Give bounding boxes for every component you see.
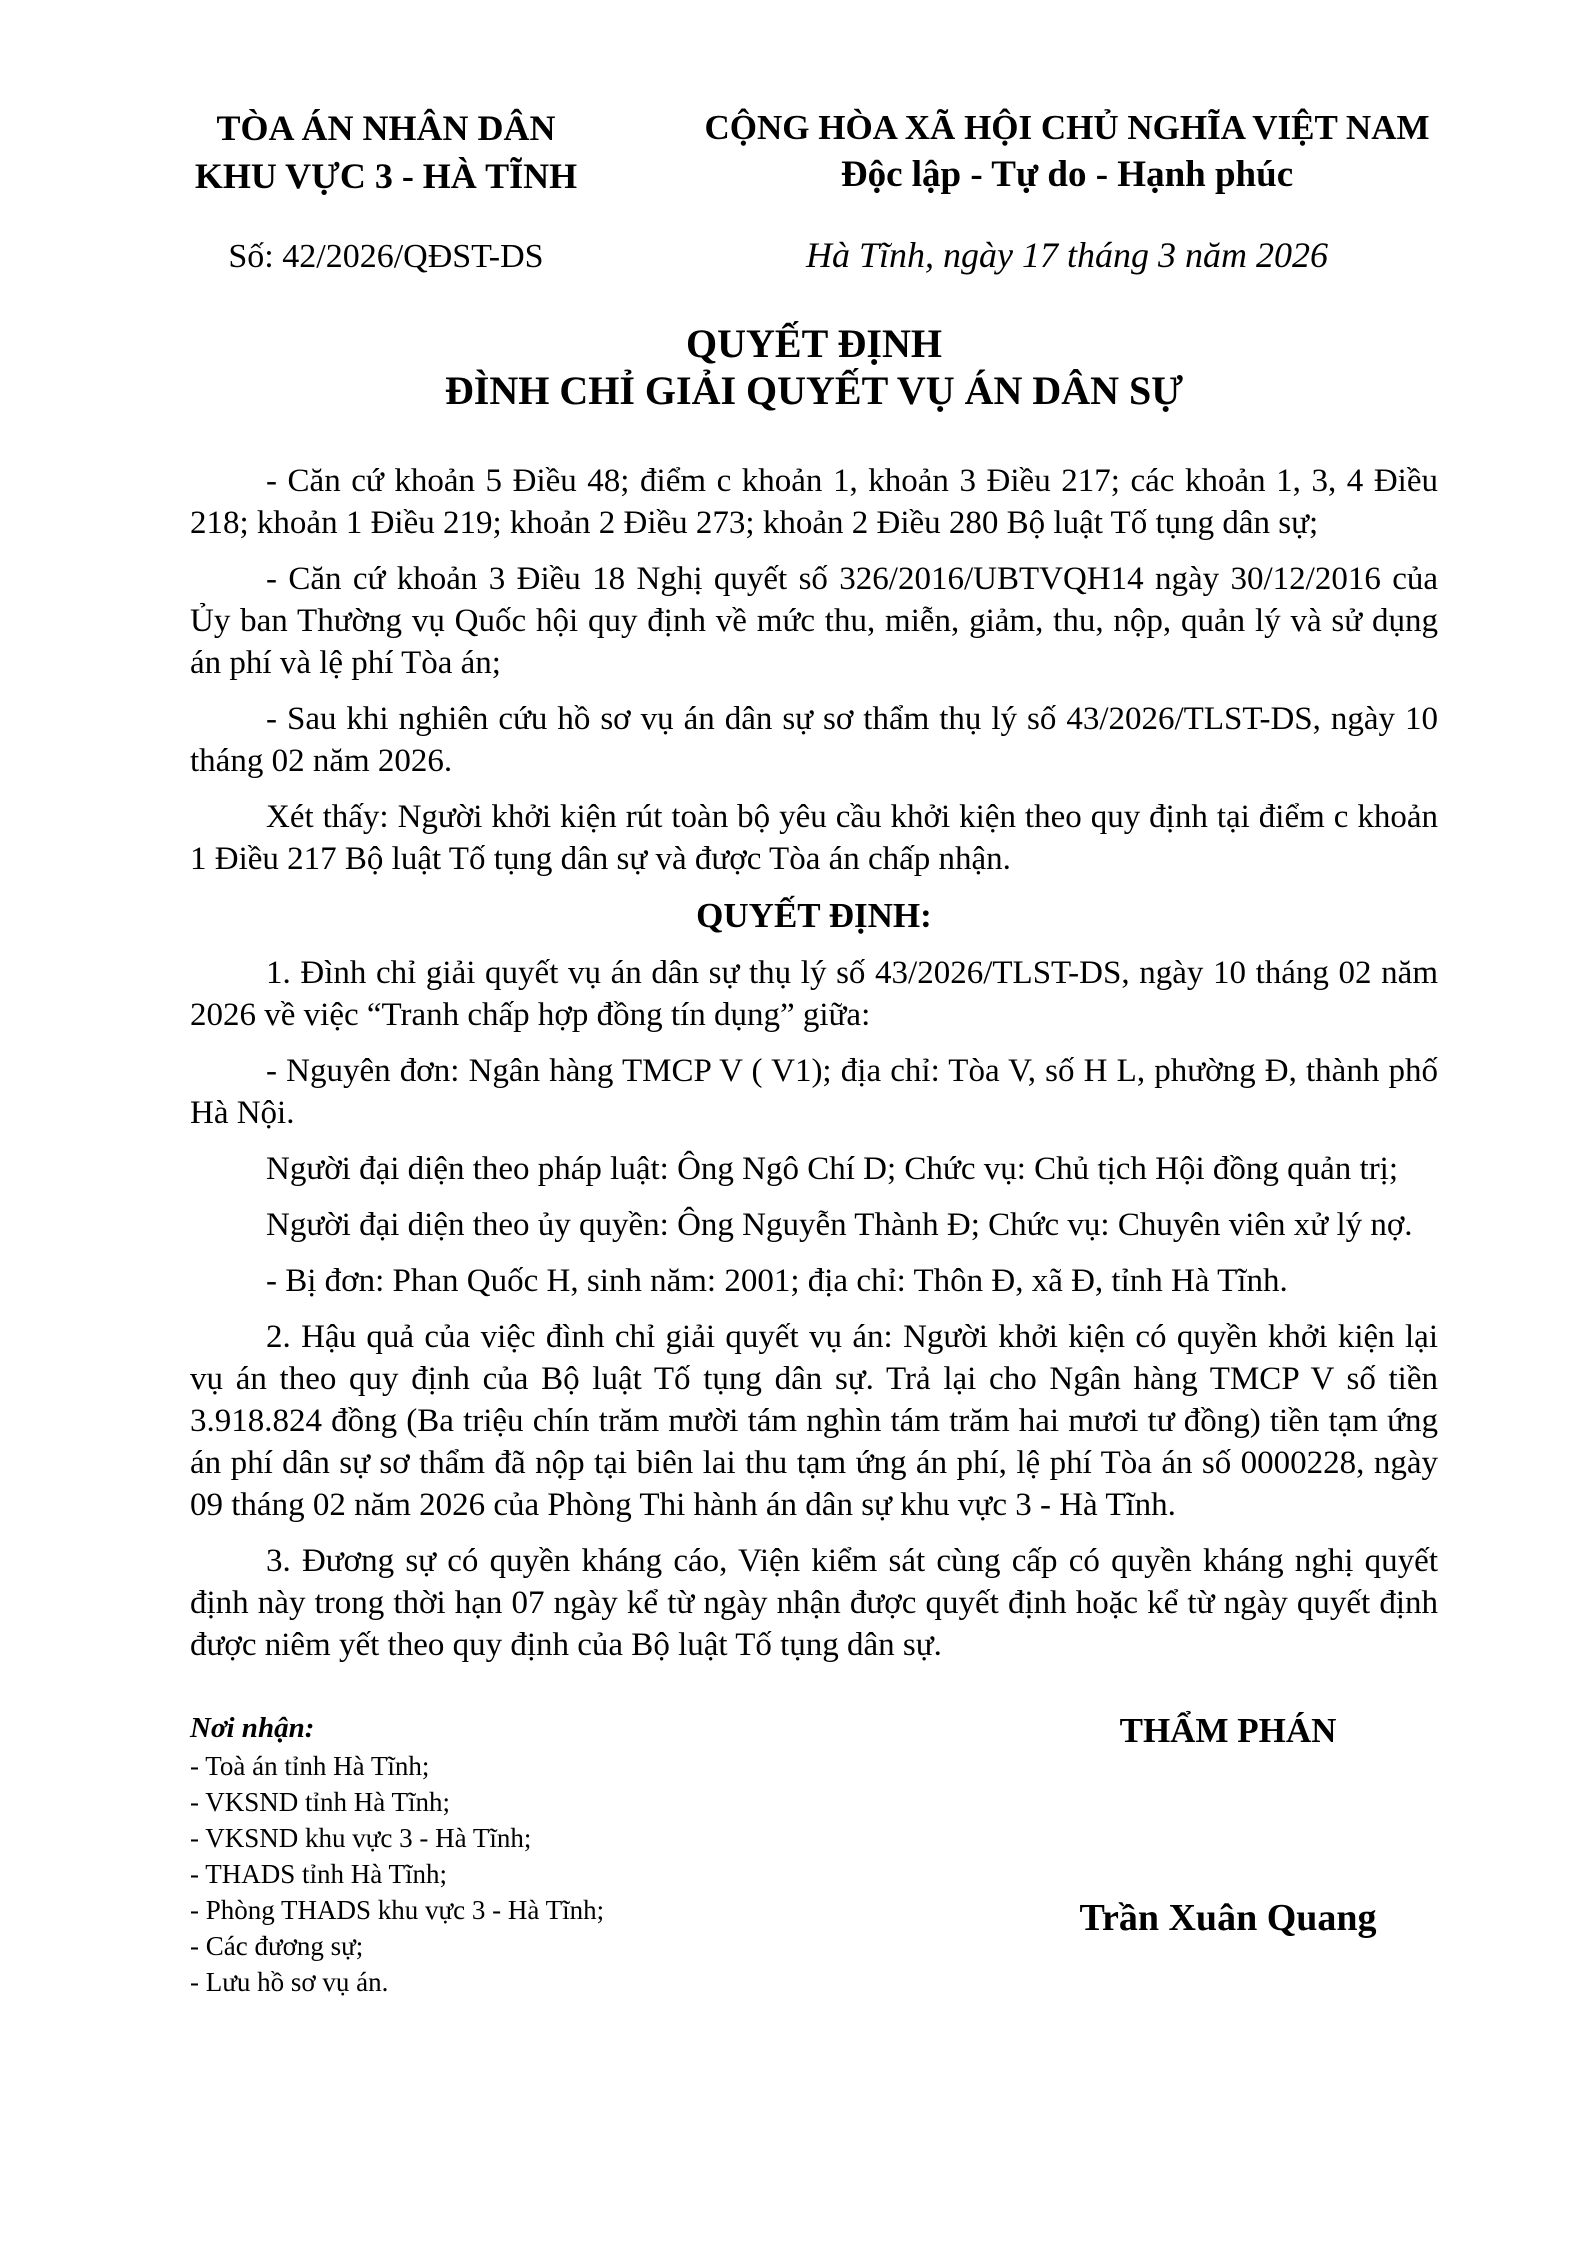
recipients-block	[190, 1708, 604, 2000]
issuing-court-block	[190, 104, 582, 280]
preamble-paragraph: - Căn cứ khoản 3 Điều 18 Nghị quyết số 326/2016/UBTVQH14 ngày 30/12/2016 của Ủy ban Thường vụ Quốc hội quy định về mức thu, miễn, giảm, thu, nộp, quản lý và sử dụng án phí và lệ phí Tòa án;	[190, 561, 1438, 681]
document-body	[190, 460, 1438, 1666]
decision-paragraph: 1. Đình chỉ giải quyết vụ án dân sự thụ lý số 43/2026/TLST-DS, ngày 10 tháng 02 năm 2026 về việc “Tranh chấp hợp đồng tín dụng” giữa:	[190, 955, 1438, 1033]
preamble-paragraph: - Sau khi nghiên cứu hồ sơ vụ án dân sự sơ thẩm thụ lý số 43/2026/TLST-DS, ngày 10 tháng 02 năm 2026.	[190, 701, 1438, 779]
judge-title: THẨM PHÁN	[1119, 1711, 1337, 1750]
court-region: KHU VỰC 3 - HÀ TĨNH	[194, 156, 578, 196]
recipient-item: - THADS tỉnh Hà Tĩnh;	[190, 1859, 448, 1889]
decision-paragraph: Người đại diện theo ủy quyền: Ông Nguyễn Thành Đ; Chức vụ: Chuyên viên xử lý nợ.	[266, 1207, 1413, 1243]
document-header	[190, 104, 1438, 280]
recipient-item: - Lưu hồ sơ vụ án.	[190, 1967, 389, 1997]
national-title: CỘNG HÒA XÃ HỘI CHỦ NGHĨA VIỆT NAM	[704, 108, 1430, 147]
decision-paragraph: 3. Đương sự có quyền kháng cáo, Viện kiểm sát cùng cấp có quyền kháng nghị quyết định này trong thời hạn 07 ngày kể từ ngày nhận được quyết định hoặc kể từ ngày quyết định được niêm yết theo quy định của Bộ luật Tố tụng dân sự.	[190, 1543, 1438, 1663]
decision-paragraph: - Bị đơn: Phan Quốc H, sinh năm: 2001; địa chỉ: Thôn Đ, xã Đ, tỉnh Hà Tĩnh.	[266, 1263, 1288, 1299]
judge-name: Trần Xuân Quang	[1079, 1897, 1377, 1939]
recipient-item: - Các đương sự;	[190, 1931, 364, 1961]
place-date-line: Hà Tĩnh, ngày 17 tháng 3 năm 2026	[806, 235, 1328, 275]
document-footer	[190, 1708, 1438, 2000]
document-number: Số: 42/2026/QĐST-DS	[228, 238, 544, 275]
document-title-line1: QUYẾT ĐỊNH	[686, 321, 942, 366]
decision-section-heading: QUYẾT ĐỊNH:	[696, 896, 932, 935]
decision-paragraph: Người đại diện theo pháp luật: Ông Ngô Chí D; Chức vụ: Chủ tịch Hội đồng quản trị;	[266, 1151, 1399, 1187]
recipient-item: - VKSND tỉnh Hà Tĩnh;	[190, 1787, 451, 1817]
decision-paragraph: 2. Hậu quả của việc đình chỉ giải quyết vụ án: Người khởi kiện có quyền khởi kiện lại vụ án theo quy định của Bộ luật Tố tụng dân sự. Trả lại cho Ngân hàng TMCP V số tiền 3.918.824 đồng (Ba triệu chín trăm mười tám nghìn tám trăm hai mươi tư đồng) tiền tạm ứng án phí dân sự sơ thẩm đã nộp tại biên lai thu tạm ứng án phí, lệ phí Tòa án số 0000228, ngày 09 tháng 02 năm 2026 của Phòng Thi hành án dân sự khu vực 3 - Hà Tĩnh.	[190, 1319, 1438, 1523]
court-name: TÒA ÁN NHÂN DÂN	[216, 108, 556, 148]
document-title-line2: ĐÌNH CHỈ GIẢI QUYẾT VỤ ÁN DÂN SỰ	[444, 368, 1184, 413]
preamble-paragraph: Xét thấy: Người khởi kiện rút toàn bộ yêu cầu khởi kiện theo quy định tại điểm c khoản 1 Điều 217 Bộ luật Tố tụng dân sự và được Tòa án chấp nhận.	[190, 799, 1438, 877]
signature-block	[988, 1708, 1468, 2000]
recipient-item: - Toà án tỉnh Hà Tĩnh;	[190, 1751, 430, 1781]
recipients-label: Nơi nhận:	[190, 1712, 315, 1744]
recipient-item: - VKSND khu vực 3 - Hà Tĩnh;	[190, 1823, 532, 1853]
national-header-block	[696, 104, 1438, 278]
recipient-item: - Phòng THADS khu vực 3 - Hà Tĩnh;	[190, 1895, 605, 1925]
decision-paragraph: - Nguyên đơn: Ngân hàng TMCP V ( V1); địa chỉ: Tòa V, số H L, phường Đ, thành phố Hà Nội.	[190, 1053, 1438, 1131]
document-title	[190, 320, 1438, 414]
preamble-paragraph: - Căn cứ khoản 5 Điều 48; điểm c khoản 1, khoản 3 Điều 217; các khoản 1, 3, 4 Điều 218; khoản 1 Điều 219; khoản 2 Điều 273; khoản 2 Điều 280 Bộ luật Tố tụng dân sự;	[190, 463, 1438, 541]
national-motto: Độc lập - Tự do - Hạnh phúc	[840, 154, 1294, 195]
